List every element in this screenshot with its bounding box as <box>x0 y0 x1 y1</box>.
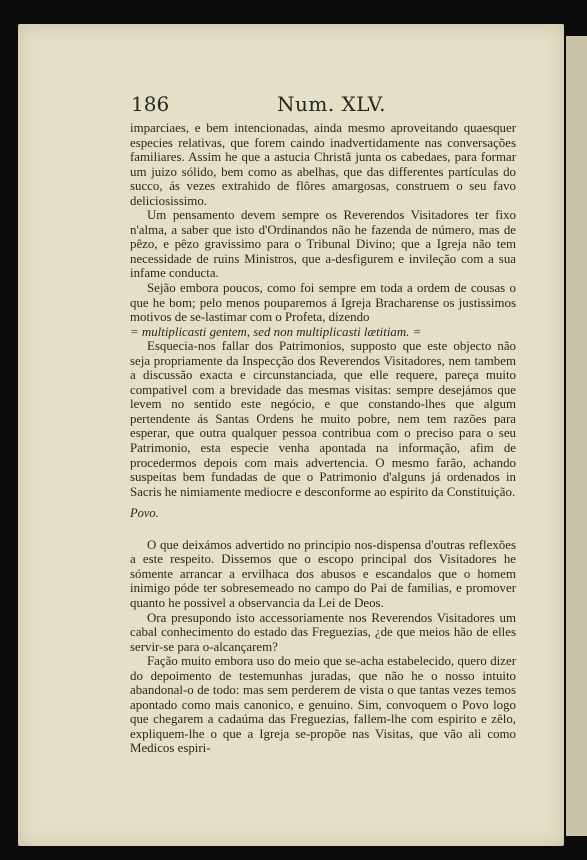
paragraph: Sejão embora poucos, como foi sempre em toda a ordem de cousas o que he bom; pelo menos pouparemos á Igreja Bracharense os justissimos motivos de se-lastimar com o Profeta, dizendo <box>130 281 516 325</box>
paragraph: O que deixámos advertido no principio nos-dispensa d'outras reflexões a este respeito. Dissemos que o escopo principal dos Visitadores he sómente arrancar a ervilhaca dos abusos e escandalos que o homem inimigo póde ter sobresemeado no campo do Pai de familias, e promover quanto he possivel a observancia da Lei de Deos. <box>130 537 516 610</box>
running-title: Num. XLV. <box>277 92 387 116</box>
paragraph: Um pensamento devem sempre os Reverendos Visitadores ter fixo n'alma, a saber que isto d'Ordinandos não he fazenda de número, mas de pêzo, e pêzo gravissimo para o Tribunal Divino; que a Igreja não tem necessidade de ruins Ministros, que a-desfigurem e invileção com a sua infame conducta. <box>130 208 516 281</box>
body-text <box>130 121 516 756</box>
paragraph: Ora presupondo isto accessoriamente nos Reverendos Visitadores um cabal conhecimento do estado das Freguezias, ¿de que meios hão de elles servir-se para o-alcançarem? <box>130 610 516 654</box>
page-header <box>131 92 531 118</box>
paragraph: Fação muito embora uso do meio que se-acha estabelecido, quero dizer do depoimento de testemunhas juradas, que não he o nosso intuito abandonal-o de todo: mas sem perderem de vista o que tantas vezes temos apontado como mais canonico, e genuino. Sim, convoquem o Povo logo que chegarem a cadaúma das Freguezias, fallem-lhe com espirito e zêlo, expliquem-lhe o que a Igreja se-propõe nas Visitas, que vão ali como Medicos espiri- <box>130 654 516 756</box>
next-page-edge <box>566 36 587 836</box>
paragraph-continued: imparciaes, e bem intencionadas, ainda mesmo aproveitando quaesquer especies relativas, que forem caindo inadvertidamente nas conversações familiares. Assim he que a astucia Christã junta os cabedaes, para formar um juizo sólido, bem como as abelhas, que das differentes partículas do succo, ás vezes extrahido de flôres amargosas, construem o seu favo deliciosissimo. <box>130 121 516 208</box>
latin-quotation: = multiplicasti gentem, sed non multiplicasti lætitiam. = <box>130 324 422 339</box>
section-heading: Povo. <box>130 506 159 521</box>
paragraph: Esquecia-nos fallar dos Patrimonios, supposto que este objecto não seja propriamente da Inspecção dos Reverendos Visitadores, nem tambem a discussão exacta e circunstanciada, que elle requere, pareça muito compativel com a brevidade das mesmas visitas: sempre desejámos que levem no sentido este negócio, e que constando-lhes que algum pertendente ás Santas Ordens he muito pobre, nem tem razões para esperar, que outra qualquer pessoa contribua com o preciso para o seu Patrimonio, esta especie venha apontada na informação, afim de procedermos depois com mais advertencia. O mesmo farão, achando suspeitas bem fundadas de que o Patrimonio d'alguns já ordenados in Sacris he nimiamente mediocre e desconforme ao espirito da Constituição. <box>130 339 516 499</box>
page-number: 186 <box>131 92 170 116</box>
